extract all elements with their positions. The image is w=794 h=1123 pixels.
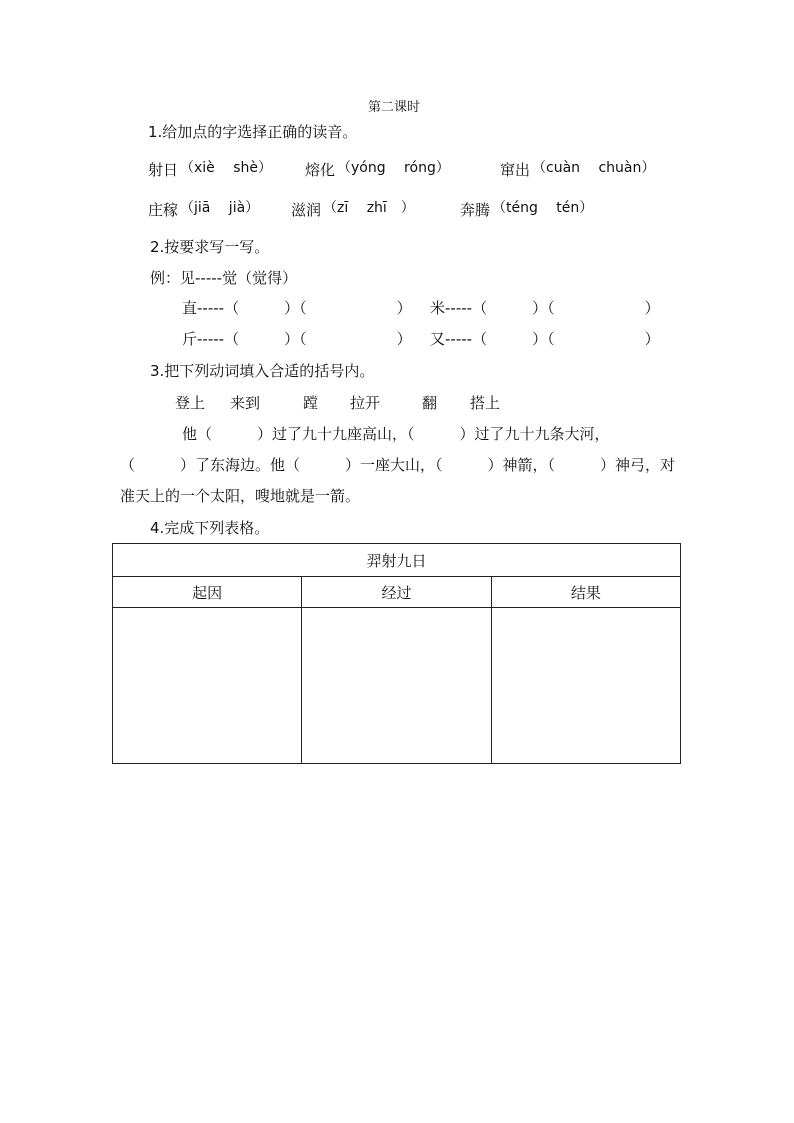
q1-word-1: 射日 xyxy=(148,161,179,179)
q1-word-2: 熔化 xyxy=(305,161,336,179)
page-title: 第二课时 xyxy=(368,100,421,115)
q1-pinyin-5: （zī zhī ） xyxy=(323,200,415,216)
q1-pinyin-6: （téng tén） xyxy=(492,200,594,216)
q2-example: 例：见-----觉（觉得） xyxy=(150,269,298,287)
q1-word-4: 庄稼 xyxy=(148,201,179,219)
answer-cell-result[interactable] xyxy=(491,608,680,764)
q3-passage-line-3: 准天上的一个太阳，嗖地就是一箭。 xyxy=(120,487,361,505)
q3-word-1: 登上 xyxy=(175,394,206,412)
q1-pinyin-4: （jiā jià） xyxy=(180,200,260,216)
q2-item-4: 又-----（ ）（ ） xyxy=(430,330,660,348)
q3-heading: 3.把下列动词填入合适的括号内。 xyxy=(150,362,375,380)
q2-item-1: 直-----（ ）（ ） xyxy=(182,299,412,317)
q3-word-6: 搭上 xyxy=(470,394,501,412)
q1-pinyin-1: （xiè shè） xyxy=(180,160,273,176)
q1-word-6: 奔腾 xyxy=(460,201,491,219)
column-header-cause: 起因 xyxy=(113,577,302,608)
q3-passage-line-2: （ ）了东海边。他（ ）一座大山，（ ）神箭，（ ）神弓，对 xyxy=(120,456,676,474)
q1-word-5: 滋润 xyxy=(291,201,322,219)
q3-passage-line-1: 他（ ）过了九十九座高山，（ ）过了九十九条大河， xyxy=(182,425,610,443)
q1-pinyin-3: （cuàn chuàn） xyxy=(532,160,656,176)
q3-word-2: 来到 xyxy=(230,394,261,412)
table-title: 羿射九日 xyxy=(113,544,681,577)
q2-heading: 2.按要求写一写。 xyxy=(150,238,270,256)
answer-cell-cause[interactable] xyxy=(113,608,302,764)
answer-cell-process[interactable] xyxy=(302,608,491,764)
q3-word-5: 翻 xyxy=(422,394,438,412)
q1-heading: 1.给加点的字选择正确的读音。 xyxy=(148,123,358,141)
q2-item-3: 斤-----（ ）（ ） xyxy=(182,330,412,348)
q4-heading: 4.完成下列表格。 xyxy=(150,519,270,537)
q2-item-2: 米-----（ ）（ ） xyxy=(430,299,660,317)
answer-table xyxy=(112,543,681,764)
q1-pinyin-2: （yóng róng） xyxy=(337,160,450,176)
q3-word-3: 蹚 xyxy=(303,394,319,412)
column-header-process: 经过 xyxy=(302,577,491,608)
column-header-result: 结果 xyxy=(491,577,680,608)
q3-word-4: 拉开 xyxy=(350,394,381,412)
q1-word-3: 窜出 xyxy=(500,161,531,179)
